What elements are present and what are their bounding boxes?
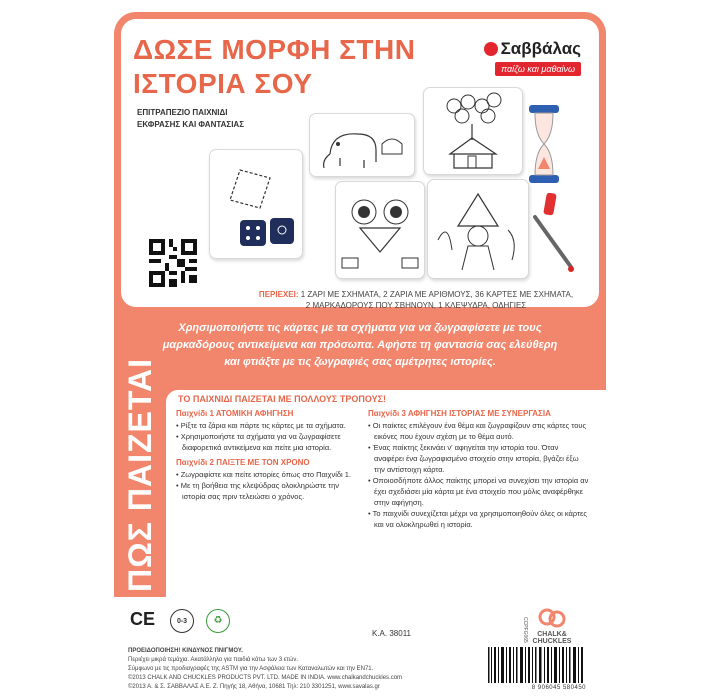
game3-title: Παιχνίδι 3 ΑΦΗΓΗΣΗ ΙΣΤΟΡΙΑΣ ΜΕ ΣΥΝΕΡΓΑΣΙΑ: [368, 409, 551, 418]
ce-mark: CE: [130, 609, 156, 629]
warning-text: ΠΡΟΕΙΔΟΠΟΙΗΣΗ! ΚΙΝΔΥΝΟΣ ΠΝΙΓΜΟΥ. Περιέχει μικρά τεμάχια. Ακατάλληλο για παιδιά κάτω των 3 ετών. Σύμφωνο με τις προδιαγραφές της ASTM για την Ασφάλεια των Καταναλωτών και την EN71. ©2013 CHALK AND CHUCKLES PRODUCTS PVT. LTD. MADE IN INDIA. www.chalkandchuckles.com ©2013 Α. & Σ. ΣΑΒΒΑΛΑΣ Α.Ε. Ζ. Πηγής 18, Αθήνα, 10681 Τηλ: 210 3301251, www.savalas.gr: [128, 648, 403, 690]
contents-line-1: 1 ΖΑΡΙ ΜΕ ΣΧΗΜΑΤΑ, 2 ΖΑΡΙΑ ΜΕ ΑΡΙΘΜΟΥΣ, 36 ΚΑΡΤΕΣ ΜΕ ΣΧΗΜΑΤΑ,: [300, 290, 574, 299]
list-item: • Ένας παίκτης ξεκινάει ν' αφηγείται την ιστορία του. Όταν αναφέρει ένα ζωγραφισμένο στοιχείο στην ιστορία, βγάζει έξω την αντίστοιχη κάρτα.: [368, 443, 579, 474]
vertical-code: CCPFG065: [522, 617, 528, 643]
list-item: • Οι παίκτες επιλέγουν ένα θέμα και ζωγραφίζουν στις κάρτες τους εικόνες που έχουν σχέση με το θέμα αυτό.: [368, 421, 587, 441]
title-line-2: ΙΣΤΟΡΙΑ ΣΟΥ: [133, 68, 313, 99]
barcode-number: 8 906045 580450: [531, 685, 586, 691]
contents-label: ΠΕΡΙΕΧΕΙ:: [258, 290, 299, 299]
subtitle-line-1: ΕΠΙΤΡΑΠΕΖΙΟ ΠΑΙΧΝΙΔΙ: [137, 108, 228, 117]
contents-list: [231, 289, 601, 311]
subtitle: [137, 107, 244, 131]
card-rhombus: [209, 149, 303, 259]
contents-line-2: 2 ΜΑΡΚΑΔΟΡΟΥΣ ΠΟΥ ΣΒΗΝΟΥΝ, 1 ΚΛΕΨΥΔΡΑ, ΟΔΗΓΙΕΣ: [305, 301, 527, 310]
how-to-play-title: ΠΩΣ ΠΑΙΖΕΤΑΙ: [122, 357, 158, 592]
game-title: [133, 33, 415, 101]
brand-dot-icon: [484, 42, 498, 56]
list-item: • Το παιχνίδι συνεχίζεται μέχρι να χρησιμοποιηθούν όλες οι κάρτες και να ολοκληρωθεί η ιστορία.: [368, 509, 587, 529]
card-elephant: [309, 113, 415, 177]
list-item: • Οποιοσδήποτε άλλος παίκτης μπορεί να συνεχίσει την ιστορία αν έχει σχεδιάσει μία κάρτα με ένα στοιχείο που μόλις αναφέρθηκε στην αφήγηση.: [368, 476, 589, 507]
barcode: [488, 647, 584, 683]
rhombus-drawing: [210, 150, 302, 258]
card-mouse: [335, 181, 425, 279]
list-item: • Ρίξτε τα ζάρια και πάρτε τις κάρτες με τα σχήματα.: [176, 421, 346, 430]
game2-title: Παιχνίδι 2 ΠΑΙΞΤΕ ΜΕ ΤΟΝ ΧΡΟΝΟ: [176, 458, 310, 467]
rules-column-left: [176, 408, 360, 502]
cc-logo-icon: [537, 607, 567, 629]
qr-code[interactable]: [149, 239, 197, 287]
list-item: • Χρησιμοποιήστε τα σχήματα για να ζωγραφίσετε διαφορετικά αντικείμενα και πείτε μια ιστορία.: [176, 432, 341, 452]
balloon-house-drawing: [424, 88, 522, 174]
brand-tagline: παίζω και μαθαίνω: [495, 62, 581, 76]
brand-logo: [471, 39, 581, 77]
marker-drawing: [527, 193, 587, 277]
chalk-chuckles-logo: CHALK& CHUCKLES: [522, 607, 582, 645]
elephant-drawing: [310, 114, 414, 176]
intro-text: Χρησιμοποιήστε τις κάρτες με τα σχήματα για να ζωγραφίσετε με τους μαρκαδόρους αντικείμενα και πρόσωπα. Αφήστε τη φαντασία σας ελεύθερη και φτιάξτε με τις ζωγραφιές σας αμέτρητες ιστορίες.: [162, 322, 558, 368]
list-item: • Ζωγραφίστε και πείτε ιστορίες όπως στο Παιχνίδι 1.: [176, 470, 352, 479]
subtitle-line-2: ΕΚΦΡΑΣΗΣ ΚΑΙ ΦΑΝΤΑΣΙΑΣ: [137, 120, 245, 129]
top-panel: [114, 12, 606, 314]
card-balloon-house: [423, 87, 523, 175]
card-clown: [427, 179, 529, 279]
mouse-drawing: [336, 182, 424, 278]
hourglass-drawing: [527, 105, 561, 183]
marker: [527, 193, 587, 277]
hourglass: [527, 105, 561, 183]
game1-title: Παιχνίδι 1 ΑΤΟΜΙΚΗ ΑΦΗΓΗΣΗ: [176, 409, 294, 418]
age-warning-icon: 0-3: [170, 609, 194, 633]
recycle-icon: ♻: [206, 609, 230, 633]
brand-name: Σαββάλας: [471, 39, 581, 59]
clown-drawing: [428, 180, 528, 278]
box-back: [114, 12, 606, 700]
list-item: • Με τη βοήθεια της κλεψύδρας ολοκληρώστε την ιστορία σας πριν τελειώσει ο χρόνος.: [176, 481, 339, 501]
title-line-1: ΔΩΣΕ ΜΟΡΦΗ ΣΤΗΝ: [133, 34, 416, 65]
rules-column-right: [368, 408, 590, 530]
rules-headline: ΤΟ ΠΑΙΧΝΙΔΙ ΠΑΙΖΕΤΑΙ ΜΕ ΠΟΛΛΟΥΣ ΤΡΟΠΟΥΣ!: [178, 394, 386, 404]
product-code: Κ.Α. 38011: [372, 629, 411, 638]
footer: [114, 597, 606, 700]
